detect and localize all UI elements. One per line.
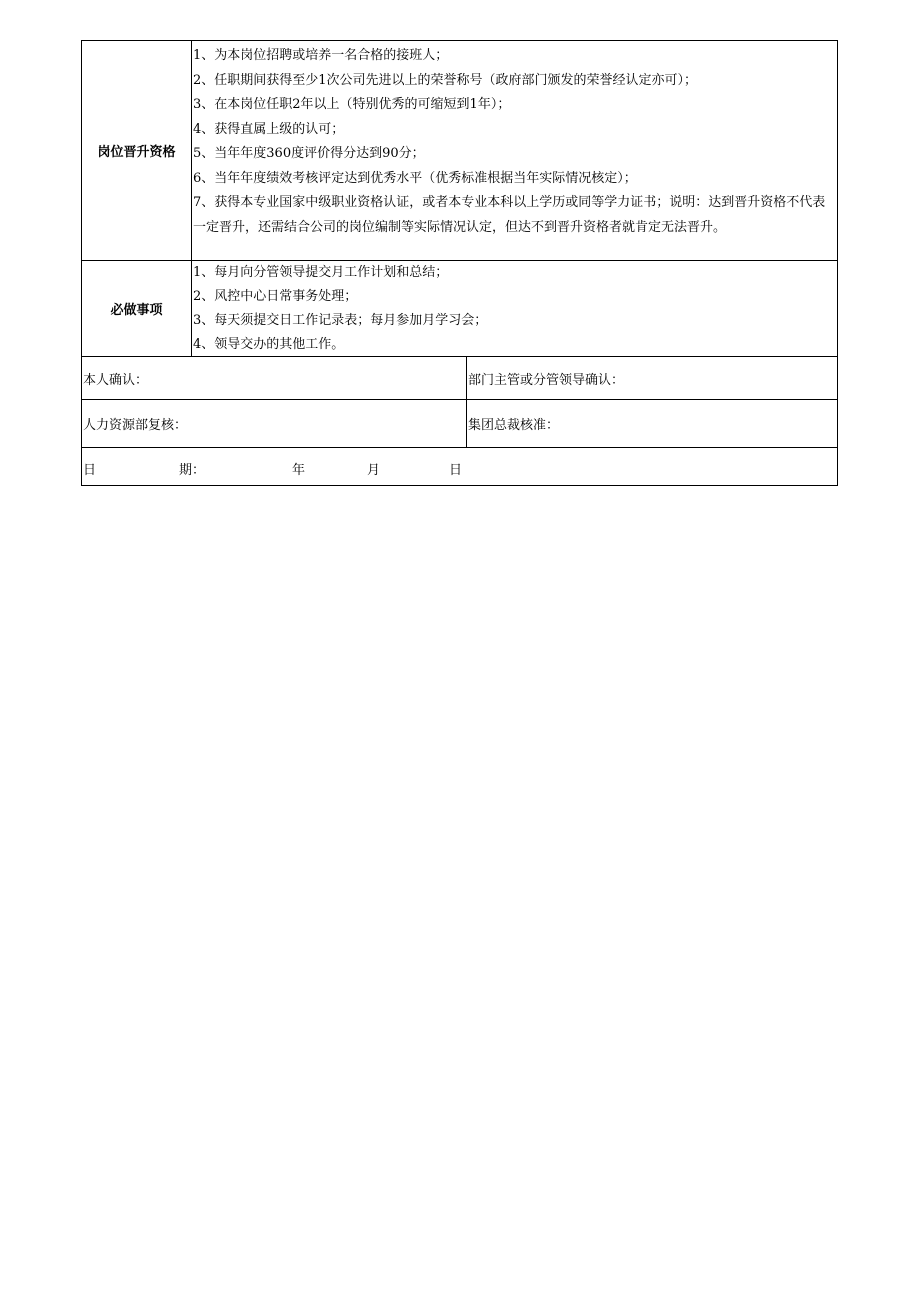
qualification-row — [82, 41, 837, 260]
list-item: 1、为本岗位招聘或培养一名合格的接班人； — [193, 48, 449, 63]
hr-review-field[interactable]: 人力资源部复核： — [82, 400, 467, 447]
date-row[interactable] — [82, 447, 837, 485]
date-label-ri: 日 — [83, 463, 97, 478]
qualification-list — [192, 41, 837, 260]
list-item: 4、获得直属上级的认可； — [193, 121, 345, 137]
list-item: 3、在本岗位任职2年以上（特别优秀的可缩短到1年）； — [193, 97, 511, 112]
promotion-form-table — [81, 40, 838, 486]
review-row — [82, 399, 837, 447]
self-confirm-field[interactable]: 本人确认： — [82, 357, 467, 399]
list-item: 7、获得本专业国家中级职业资格认证，或者本专业本科以上学历或同等学力证书；说明：达到晋升资格不代表一定晋升，还需结合公司的岗位编制等实际情况认定，但达不到晋升资格者就肯定无法晋升。 — [193, 195, 826, 235]
date-label-qi: 期： — [179, 463, 206, 478]
list-item: 4、领导交办的其他工作。 — [193, 337, 345, 352]
date-year-label: 年 — [292, 463, 306, 478]
list-item: 3、每天须提交日工作记录表；每月参加月学习会； — [193, 313, 488, 328]
date-day-label: 日 — [449, 463, 463, 478]
list-item: 2、风控中心日常事务处理； — [193, 289, 358, 304]
confirm-row — [82, 356, 837, 399]
list-item: 1、每月向分管领导提交月工作计划和总结； — [193, 265, 449, 280]
date-month-label: 月 — [367, 463, 381, 478]
list-item: 2、任职期间获得至少1次公司先进以上的荣誉称号（政府部门颁发的荣誉经认定亦可）； — [193, 72, 698, 88]
must-do-list — [192, 261, 837, 356]
list-item: 5、当年年度360度评价得分达到90分； — [193, 146, 425, 161]
dept-confirm-field[interactable]: 部门主管或分管领导确认： — [468, 372, 625, 388]
qualification-label: 岗位晋升资格 — [82, 41, 192, 260]
list-item: 6、当年年度绩效考核评定达到优秀水平（优秀标准根据当年实际情况核定）； — [193, 170, 637, 186]
must-do-label: 必做事项 — [82, 261, 192, 356]
ceo-approve-field[interactable]: 集团总裁核准： — [468, 418, 560, 433]
must-do-row — [82, 260, 837, 356]
